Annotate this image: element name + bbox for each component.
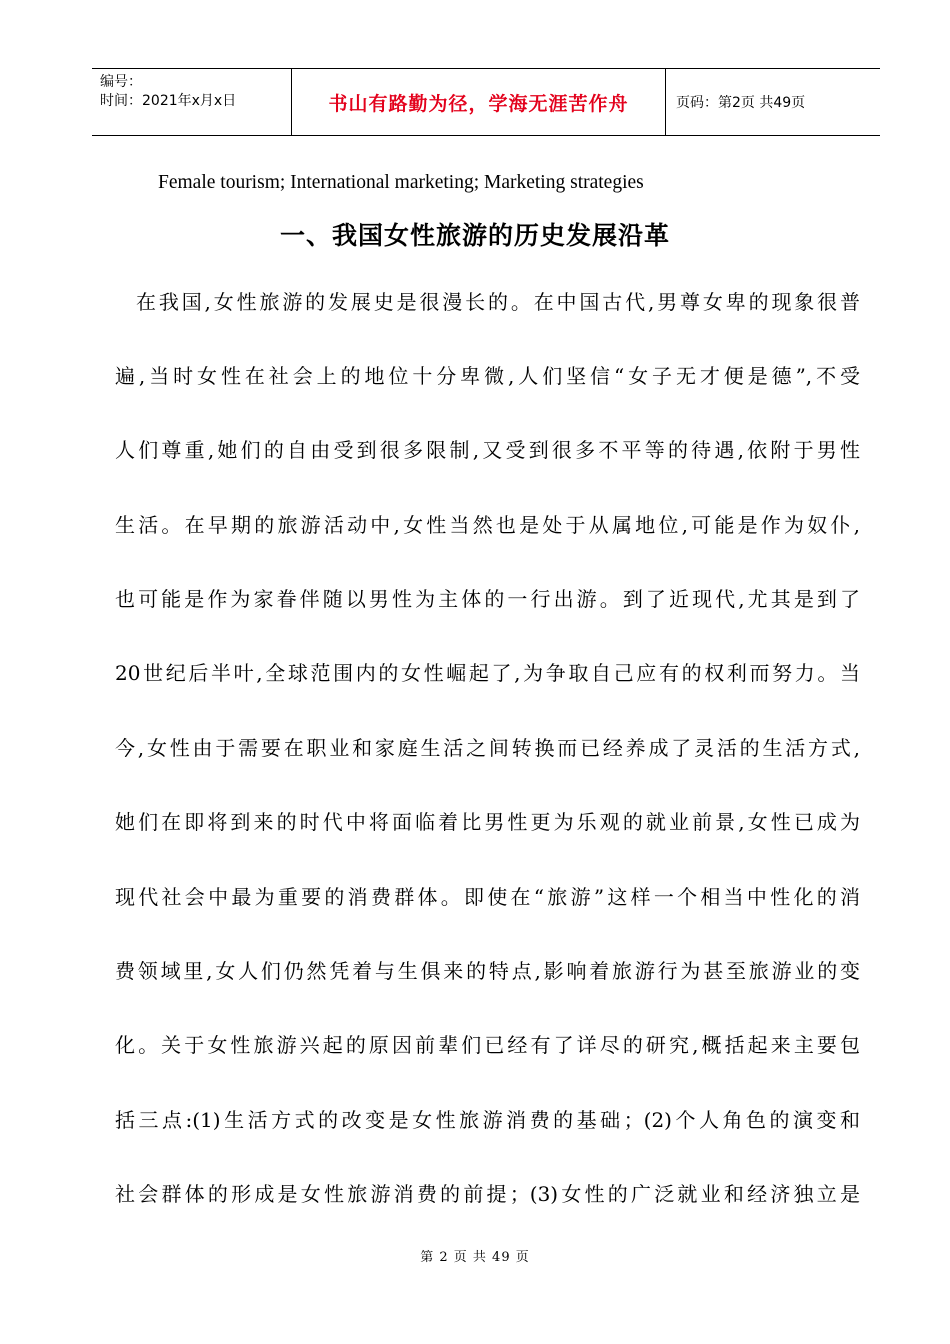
section-heading: 一、我国女性旅游的历史发展沿革 <box>279 221 670 250</box>
header-page-info: 页码：第2页 共49页 <box>676 95 806 111</box>
paragraph-line: 遍,当时女性在社会上的地位十分卑微,人们坚信“女子无才便是德”,不受 <box>115 364 860 388</box>
paragraph-line: 也可能是作为家眷伴随以男性为主体的一行出游。到了近现代,尤其是到了 <box>115 587 860 611</box>
paragraph-line: 在我国,女性旅游的发展史是很漫长的。在中国古代,男尊女卑的现象很普 <box>136 290 860 314</box>
paragraph-line: 生活。在早期的旅游活动中,女性当然也是处于从属地位,可能是作为奴仆, <box>115 513 860 537</box>
header-meta-cell <box>92 69 292 135</box>
paragraph-line: 今,女性由于需要在职业和家庭生活之间转换而已经养成了灵活的生活方式, <box>115 736 860 760</box>
paragraph-line: 括三点:(1)生活方式的改变是女性旅游消费的基础；(2)个人角色的演变和 <box>115 1108 860 1132</box>
paragraph-line: 现代社会中最为重要的消费群体。即使在“旅游”这样一个相当中性化的消 <box>115 885 860 909</box>
page-footer: 第 2 页 共 49 页 <box>420 1250 530 1265</box>
paragraph-line: 她们在即将到来的时代中将面临着比男性更为乐观的就业前景,女性已成为 <box>115 810 860 834</box>
paragraph-line: 20世纪后半叶,全球范围内的女性崛起了,为争取自己应有的权利而努力。当 <box>115 661 860 685</box>
paragraph-line: 人们尊重,她们的自由受到很多限制,又受到很多不平等的待遇,依附于男性 <box>115 438 860 462</box>
paragraph-line: 化。关于女性旅游兴起的原因前辈们已经有了详尽的研究,概括起来主要包 <box>115 1033 860 1057</box>
document-time-label: 时间：2021年x月x日 <box>100 93 237 109</box>
paragraph-line: 费领域里,女人们仍然凭着与生俱来的特点,影响着旅游行为甚至旅游业的变 <box>115 959 860 983</box>
page-header <box>92 68 880 136</box>
header-motto: 书山有路勤为径，学海无涯苦作舟 <box>292 69 666 135</box>
english-keywords: Female tourism; International marketing; Marketing strategies <box>158 172 644 193</box>
document-number-label: 编号： <box>100 74 142 90</box>
paragraph-line: 社会群体的形成是女性旅游消费的前提；(3)女性的广泛就业和经济独立是 <box>115 1182 860 1206</box>
